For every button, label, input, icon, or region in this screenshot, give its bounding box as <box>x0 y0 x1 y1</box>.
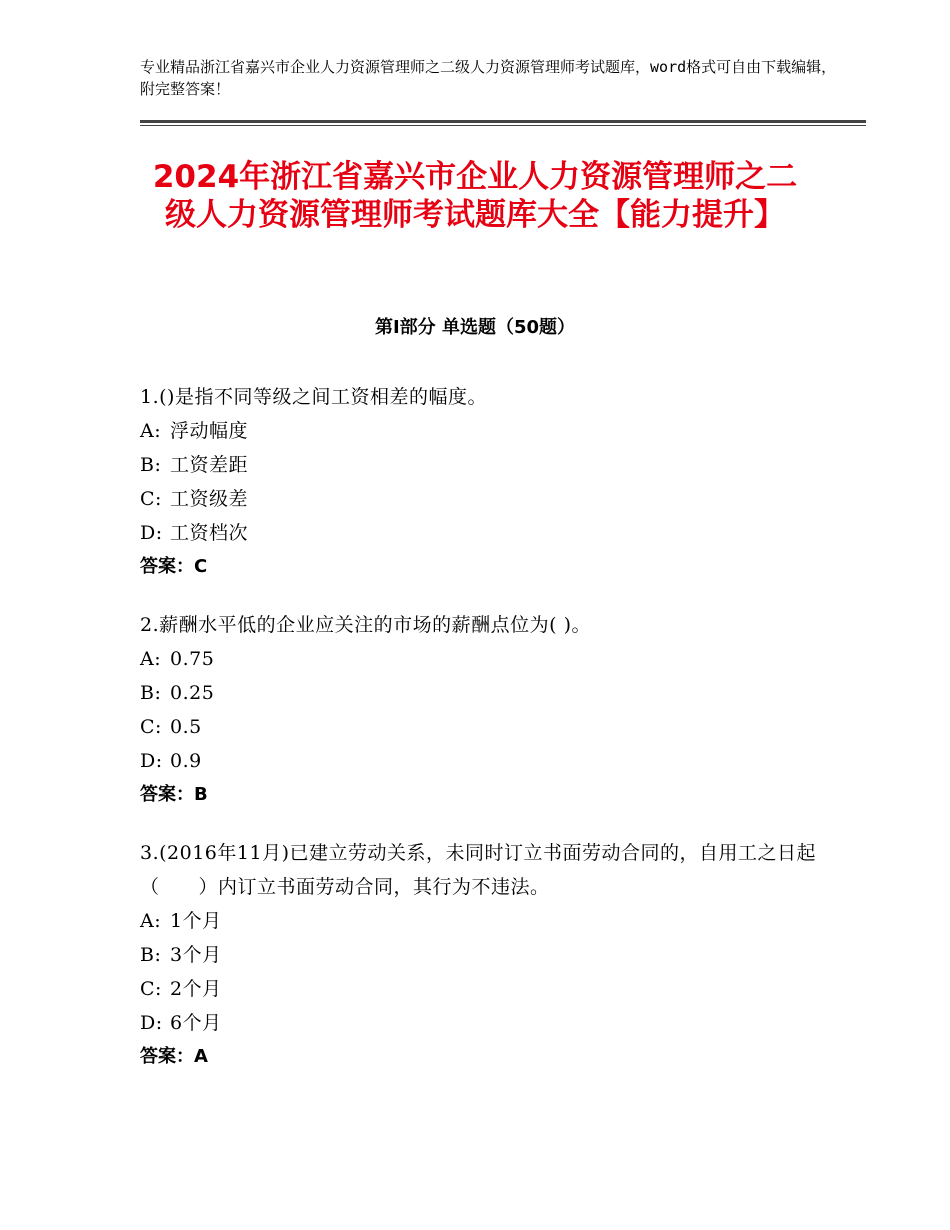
option-key: A: <box>140 648 162 670</box>
option-b <box>140 448 820 482</box>
option-b <box>140 938 820 972</box>
question-list <box>140 380 820 1098</box>
option-text: 工资档次 <box>170 522 249 544</box>
option-d <box>140 744 820 778</box>
option-key: C: <box>140 488 162 510</box>
option-text: 0.5 <box>170 716 202 738</box>
question-item <box>140 380 820 584</box>
option-text: 1个月 <box>170 910 222 932</box>
option-d <box>140 1006 820 1040</box>
header-divider-thin <box>140 125 866 126</box>
answer-label: 答案：A <box>140 1046 208 1067</box>
option-key: C: <box>140 716 162 738</box>
option-key: D: <box>140 1012 163 1034</box>
option-text: 工资差距 <box>170 454 249 476</box>
option-a <box>140 414 820 448</box>
option-text: 0.9 <box>170 750 202 772</box>
option-key: B: <box>140 944 162 966</box>
answer-label: 答案：C <box>140 556 208 577</box>
question-stem: 2.薪酬水平低的企业应关注的市场的薪酬点位为( )。 <box>140 614 591 636</box>
option-text: 工资级差 <box>170 488 249 510</box>
section-heading: 第Ⅰ部分 单选题（50题） <box>374 317 575 338</box>
question-stem: 1.()是指不同等级之间工资相差的幅度。 <box>140 386 487 408</box>
option-text: 3个月 <box>170 944 222 966</box>
document-title: 2024年浙江省嘉兴市企业人力资源管理师之二级人力资源管理师考试题库大全【能力提升】 <box>152 159 798 233</box>
option-c <box>140 972 820 1006</box>
option-b <box>140 676 820 710</box>
option-a <box>140 904 820 938</box>
option-key: A: <box>140 420 162 442</box>
header-note: 专业精品浙江省嘉兴市企业人力资源管理师之二级人力资源管理师考试题库，word格式可自由下载编辑，附完整答案！ <box>140 58 837 98</box>
option-key: D: <box>140 750 163 772</box>
option-key: B: <box>140 682 162 704</box>
option-key: D: <box>140 522 163 544</box>
option-c <box>140 482 820 516</box>
option-key: A: <box>140 910 162 932</box>
header-divider <box>140 120 866 123</box>
option-key: B: <box>140 454 162 476</box>
question-stem: 3.(2016年11月)已建立劳动关系，未同时订立书面劳动合同的，自用工之日起（ ）内订立书面劳动合同，其行为不违法。 <box>140 842 816 898</box>
option-text: 6个月 <box>170 1012 222 1034</box>
option-text: 0.25 <box>170 682 215 704</box>
question-item <box>140 836 820 1074</box>
answer-label: 答案：B <box>140 784 208 805</box>
option-text: 0.75 <box>170 648 215 670</box>
option-d <box>140 516 820 550</box>
option-a <box>140 642 820 676</box>
option-text: 2个月 <box>170 978 222 1000</box>
option-key: C: <box>140 978 162 1000</box>
option-text: 浮动幅度 <box>170 420 249 442</box>
question-item <box>140 608 820 812</box>
option-c <box>140 710 820 744</box>
